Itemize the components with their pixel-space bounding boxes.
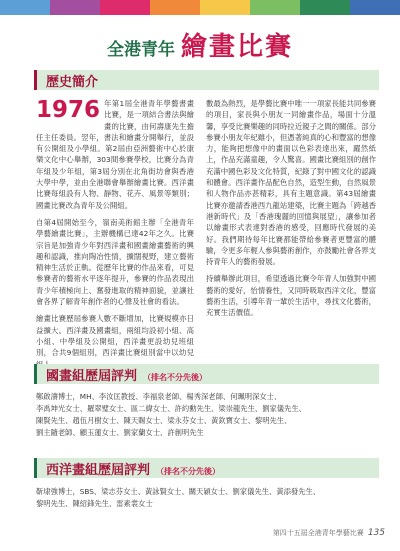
title-main: 繪畫比賽 [180, 32, 293, 62]
band-segment [250, 0, 301, 15]
history-heading: 歷史簡介 [46, 75, 99, 90]
band-segment [100, 0, 151, 15]
history-right-column [206, 98, 376, 325]
history-paragraph: 繪畫比賽歷屆參賽人數不斷增加，比賽規模亦日益擴大。西洋畫及國畫組，兩組均設初小組、高小組、中學組及公開組，西洋畫更設幼兒班組別，合共9個組別，西洋畫比賽組別當中以幼兒 [36, 314, 194, 358]
judges-row: 黎明先生、陳紹鋒先生、雷素裳女士 [36, 499, 153, 508]
history-paragraph: 1976 年第1屆全港青年學藝書畫比賽，是一項結合書法與繪畫的比賽，由何壽康先生擔任主任委員。翌年，書法和繪畫分開舉行，並設有公開組及小學組。第2屆由亞洲藝術中心於康樂文化中心舉辦，303間參賽學校，比賽分為青年組及少年組，第3屆分別在北角街坊會與香港大學中學，並由全港聯會舉辦繪畫比賽。西洋畫比賽每組設有人物、靜物、花卉、風景等類別；國畫比賽改為青年及公開組。 [36, 97, 194, 210]
section-accent [34, 70, 37, 90]
page-footer [240, 528, 385, 538]
page-number: 135 [367, 528, 385, 538]
judges-row: 陳賢先生、趙伍月樹女士、陳天賜女士、梁永芬女士、黃欽寶女士、黎明先生、 [36, 416, 292, 425]
page-title [0, 26, 400, 63]
band-segment [300, 0, 351, 15]
history-paragraph: 持續舉辦此項目，希望透過比賽令年青人加強對中國藝術的愛好，怡情養性，又同時吸取西洋文化，豐富藝術生活，引導年青一輩於生活中，尋找文化藝術，充實生活價值。 [206, 274, 376, 318]
history-paragraph: 數最為熱烈，是學藝比賽中唯一一項家長能共同參賽的項目，家長與小朋友一同繪畫作品，場面十分溫馨，享受比賽樂趣的同時拉近親子之間的關係。部分參賽小朋友年紀雖小，但憑著純真的心和豐富的想像力，能夠把想像中的畫面以色彩表達出來，躍然紙上，作品充滿童趣，令人驚喜。國畫比賽組別的創作充滿中國色彩及文化特質，紀錄了對中國文化的認識和體會。西洋畫作品配色自然，造型生動，自然風景和人物作品亦甚精彩，具有主題意識。第43屆繪畫比賽亦邀請香港西九龍站建築，比賽主題為「跨越香港新時代」及「香港瑰麗的回憶與展望」，讓參加者以繪畫形式表達對香港的感受，回應時代發展的美好。我們期待每年比賽都能帶給參賽者更豐富的體驗，令更多年輕人參與藝術創作，亦鼓勵社會各界支持青年人的藝術發展。 [206, 99, 376, 267]
judges-row: 鄭啟濤博士，MH、李汝匡教授、李福泉老師、楊秀深老師、何珮明深女士、 [36, 392, 282, 401]
band-segment [150, 0, 201, 15]
judges-row: 靳埭強博士，SBS、梁志芬女士、黃詠賢女士、關天穎女士、劉家儀先生、黃添發先生、 [36, 487, 321, 496]
band-segment [200, 0, 251, 15]
section-accent [34, 458, 37, 478]
history-left-column [36, 98, 194, 376]
judges-row: 李禹坤光女士、羅翠璧女士、區二緯女士、許約勳先生、梁崇龍先生、劉家儀先生、 [36, 404, 306, 413]
western-judges-section-header [34, 458, 379, 478]
history-paragraph: 自第4屆開始至今，嶺南美術館主辦「全港青年學藝繪畫比賽」，主辦機構已達42年之久。比賽宗旨是加強青少年對西洋畫和國畫繪畫藝術的興趣和認識，推向陶冶性情，擴闊視野，建立藝術精神生活於正軌。從歷年比賽的作品來看，可見參賽者的藝術水平逐年提升，參賽的作品表現出青少年積極向上、奮發進取的精神面貌，並讓社會各界了解青年創作者的心聲及社會的看法。 [36, 217, 194, 307]
chinese-judges-list [36, 391, 378, 439]
top-color-band [0, 0, 400, 15]
chinese-judges-section-header [34, 364, 379, 384]
section-accent [34, 364, 37, 384]
chinese-judges-note: （排名不分先後） [143, 373, 208, 382]
title-prefix: 全港青年 [106, 40, 175, 60]
western-judges-heading: 西洋畫組歷屆評判 （排名不分先後） [46, 463, 221, 478]
footer-text: 第四十五屆全港青年學藝比賽 [272, 529, 364, 537]
chinese-judges-heading: 國畫組歷屆評判 （排名不分先後） [46, 369, 208, 384]
judges-row: 劉主隨老師、顧玉蓮女士、劉家蘭女士、許創明先生 [36, 428, 204, 437]
western-judges-list [36, 486, 378, 510]
band-segment [50, 0, 101, 15]
western-judges-note: （排名不分先後） [156, 467, 221, 476]
band-segment [350, 0, 400, 15]
band-segment [0, 0, 51, 15]
history-year: 1976 [36, 97, 101, 123]
history-section-header [34, 70, 379, 90]
